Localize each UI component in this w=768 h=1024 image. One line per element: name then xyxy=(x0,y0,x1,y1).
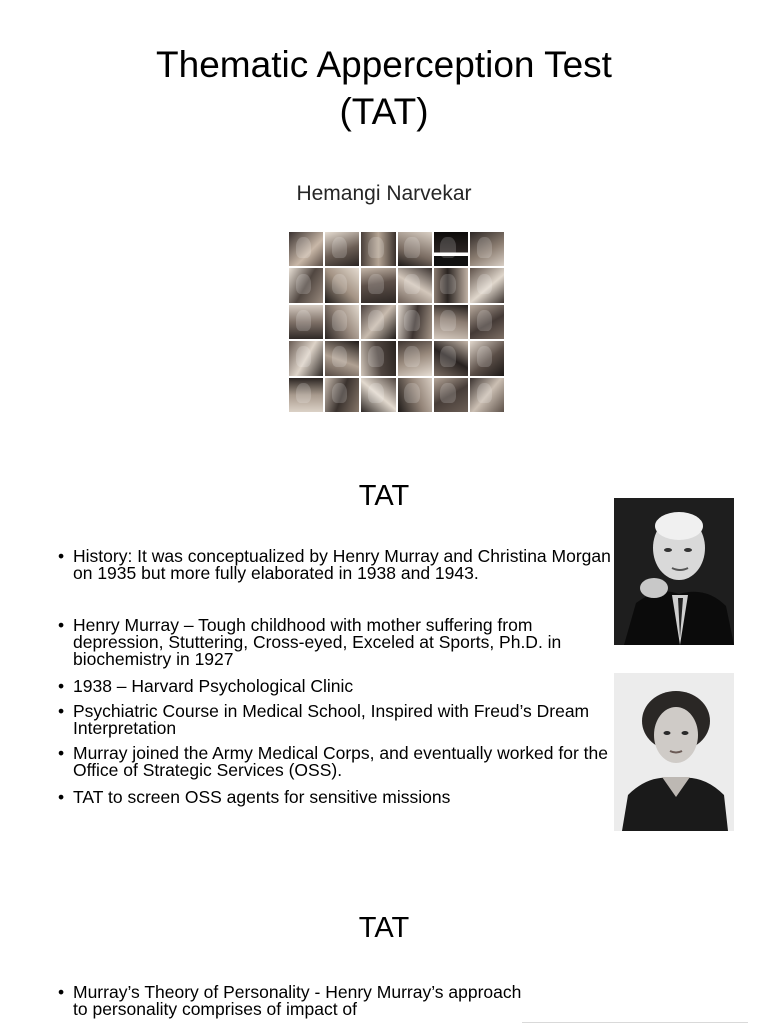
tat-card-image xyxy=(434,268,468,302)
divider xyxy=(522,1022,748,1023)
portrait-man-icon xyxy=(614,498,734,645)
slide-title-line2: (TAT) xyxy=(339,91,429,132)
portrait-woman-icon xyxy=(614,673,734,831)
list-item: • 1938 – Harvard Psychological Clinic xyxy=(58,678,621,695)
tat-card-image xyxy=(289,341,323,375)
tat-card-image xyxy=(325,232,359,266)
tat-card-image xyxy=(325,341,359,375)
christina-morgan-photo xyxy=(614,673,734,831)
tat-card-image xyxy=(470,305,504,339)
tat-card-image xyxy=(289,232,323,266)
tat-cards-collage xyxy=(289,232,504,412)
list-item: • TAT to screen OSS agents for sensitive missions xyxy=(58,789,621,806)
tat-card-image xyxy=(361,305,395,339)
tat-card-image xyxy=(434,378,468,412)
history-slide xyxy=(0,440,768,870)
bullet-list xyxy=(58,982,522,1019)
tat-card-image xyxy=(470,268,504,302)
list-item: • Henry Murray – Tough childhood with mother suffering from depression, Stuttering, Cross-eyed, Exceled at Sports, Ph.D. in biochemistry in 1927 xyxy=(58,617,621,668)
tat-card-image xyxy=(470,378,504,412)
section-title: TAT xyxy=(358,480,410,512)
tat-card-image xyxy=(361,268,395,302)
tat-card-image xyxy=(325,378,359,412)
list-item: • Psychiatric Course in Medical School, Inspired with Freud’s Dream Interpretation xyxy=(58,703,621,737)
tat-card-image xyxy=(470,341,504,375)
theory-slide xyxy=(0,870,768,1024)
tat-card-image xyxy=(361,232,395,266)
tat-card-image xyxy=(325,268,359,302)
slide-title-line1: Thematic Apperception Test xyxy=(156,44,612,85)
henry-murray-photo xyxy=(614,498,734,645)
tat-card-image xyxy=(398,378,432,412)
tat-card-image xyxy=(398,268,432,302)
tat-card-image xyxy=(398,232,432,266)
tat-card-image xyxy=(398,305,432,339)
tat-card-image xyxy=(289,305,323,339)
section-title: TAT xyxy=(358,912,410,944)
list-item: • Murray joined the Army Medical Corps, and eventually worked for the Office of Strategic Services (OSS). xyxy=(58,745,621,779)
tat-card-image xyxy=(289,378,323,412)
list-item: • Murray’s Theory of Personality - Henry Murray’s approach to personality comprises of impact of xyxy=(58,984,523,1018)
list-item: • History: It was conceptualized by Henry Murray and Christina Morgan on 1935 but more fully elaborated in 1938 and 1943. xyxy=(58,548,621,582)
tat-card-image xyxy=(325,305,359,339)
tat-card-image xyxy=(434,232,468,266)
author-name: Hemangi Narvekar xyxy=(296,182,472,205)
tat-card-image xyxy=(361,378,395,412)
tat-card-image xyxy=(289,268,323,302)
tat-card-image xyxy=(398,341,432,375)
tat-card-image xyxy=(361,341,395,375)
tat-card-image xyxy=(470,232,504,266)
tat-card-image xyxy=(434,341,468,375)
tat-card-image xyxy=(434,305,468,339)
title-slide xyxy=(0,0,768,440)
